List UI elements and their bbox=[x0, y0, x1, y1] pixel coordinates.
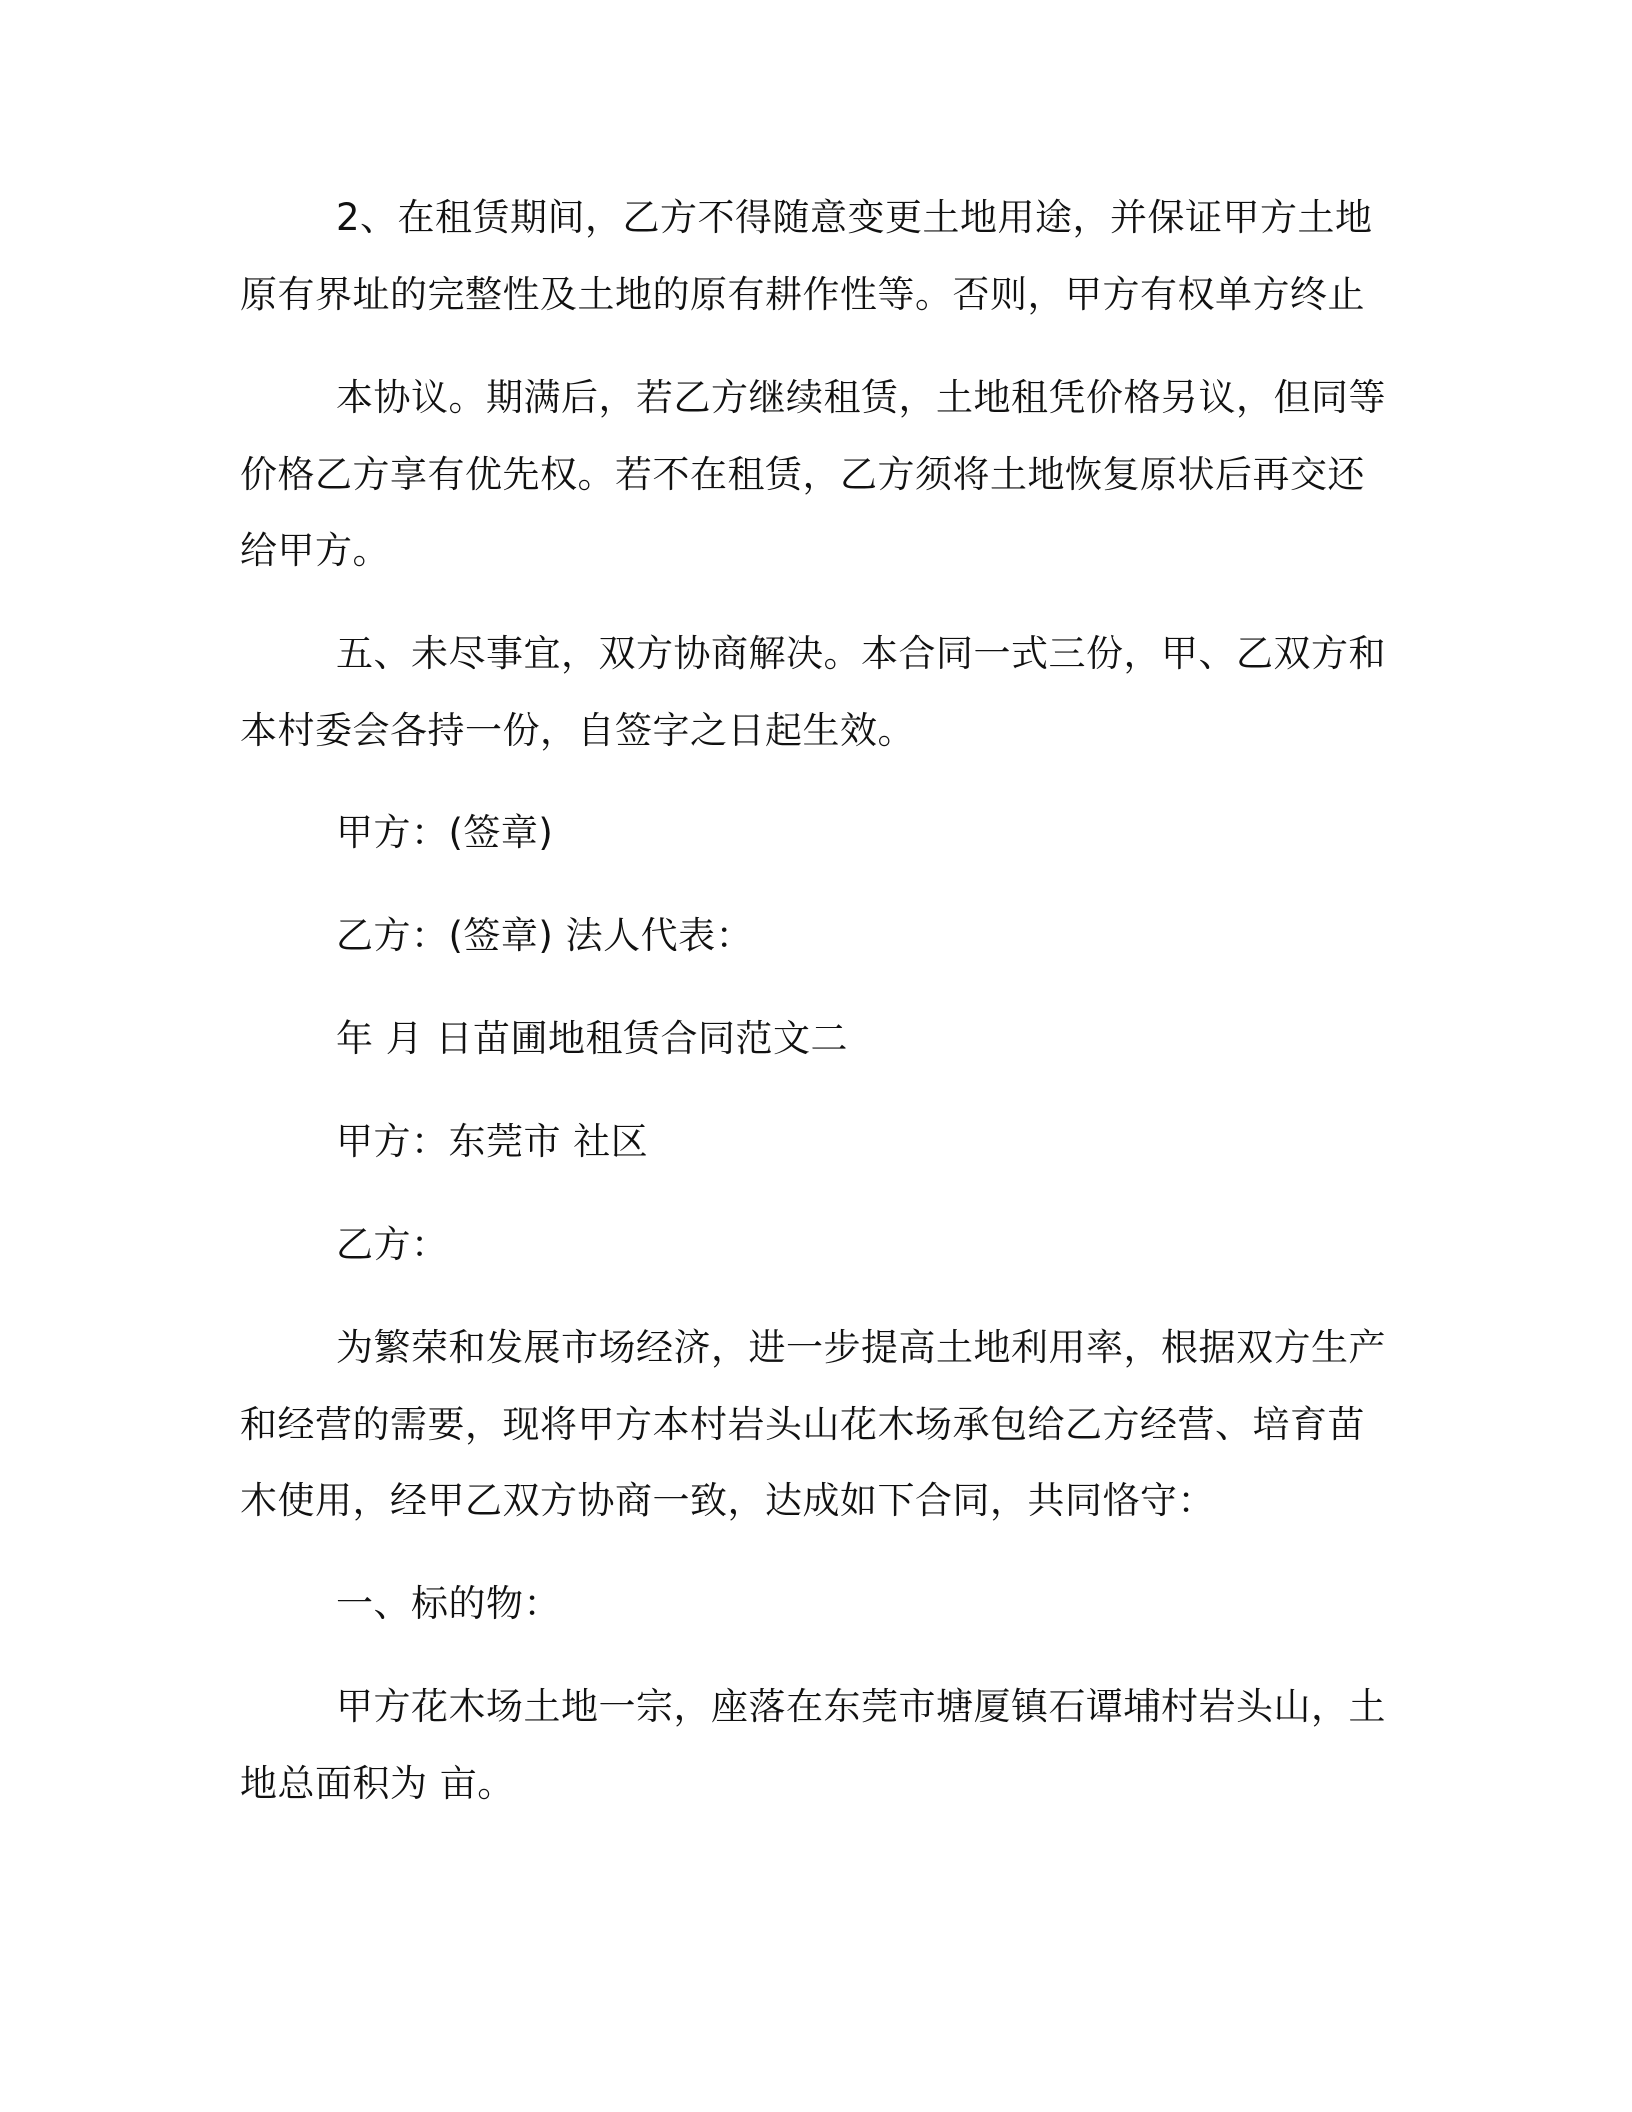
party-b-line: 乙方： bbox=[336, 1223, 449, 1266]
paragraph-line: 和经营的需要，现将甲方本村岩头山花木场承包给乙方经营、培育苗 bbox=[240, 1403, 1365, 1446]
paragraph-line: 甲方花木场土地一宗，座落在东莞市塘厦镇石谭埔村岩头山，土 bbox=[336, 1685, 1386, 1728]
paragraph-line: 给甲方。 bbox=[240, 529, 390, 572]
paragraph-line: 2、在租赁期间，乙方不得随意变更土地用途，并保证甲方土地 bbox=[336, 196, 1373, 239]
section-heading: 一、标的物： bbox=[336, 1582, 561, 1625]
paragraph-line: 为繁荣和发展市场经济，进一步提高土地利用率，根据双方生产 bbox=[336, 1326, 1386, 1369]
party-a-signature-line: 甲方：(签章) bbox=[336, 811, 554, 854]
paragraph-line: 木使用，经甲乙双方协商一致，达成如下合同，共同恪守： bbox=[240, 1479, 1215, 1522]
date-title-line: 年 月 日苗圃地租赁合同范文二 bbox=[336, 1017, 849, 1060]
paragraph-line: 本协议。期满后，若乙方继续租赁，土地租凭价格另议，但同等 bbox=[336, 376, 1386, 419]
party-b-signature-line: 乙方：(签章) 法人代表： bbox=[336, 914, 754, 957]
paragraph-line: 地总面积为 亩。 bbox=[240, 1762, 515, 1805]
paragraph-line: 五、未尽事宜，双方协商解决。本合同一式三份，甲、乙双方和 bbox=[336, 632, 1386, 675]
paragraph-line: 原有界址的完整性及土地的原有耕作性等。否则，甲方有权单方终止 bbox=[240, 273, 1365, 316]
party-a-line: 甲方：东莞市 社区 bbox=[336, 1120, 649, 1163]
paragraph-line: 价格乙方享有优先权。若不在租赁，乙方须将土地恢复原状后再交还 bbox=[240, 453, 1365, 496]
paragraph-line: 本村委会各持一份，自签字之日起生效。 bbox=[240, 709, 915, 752]
